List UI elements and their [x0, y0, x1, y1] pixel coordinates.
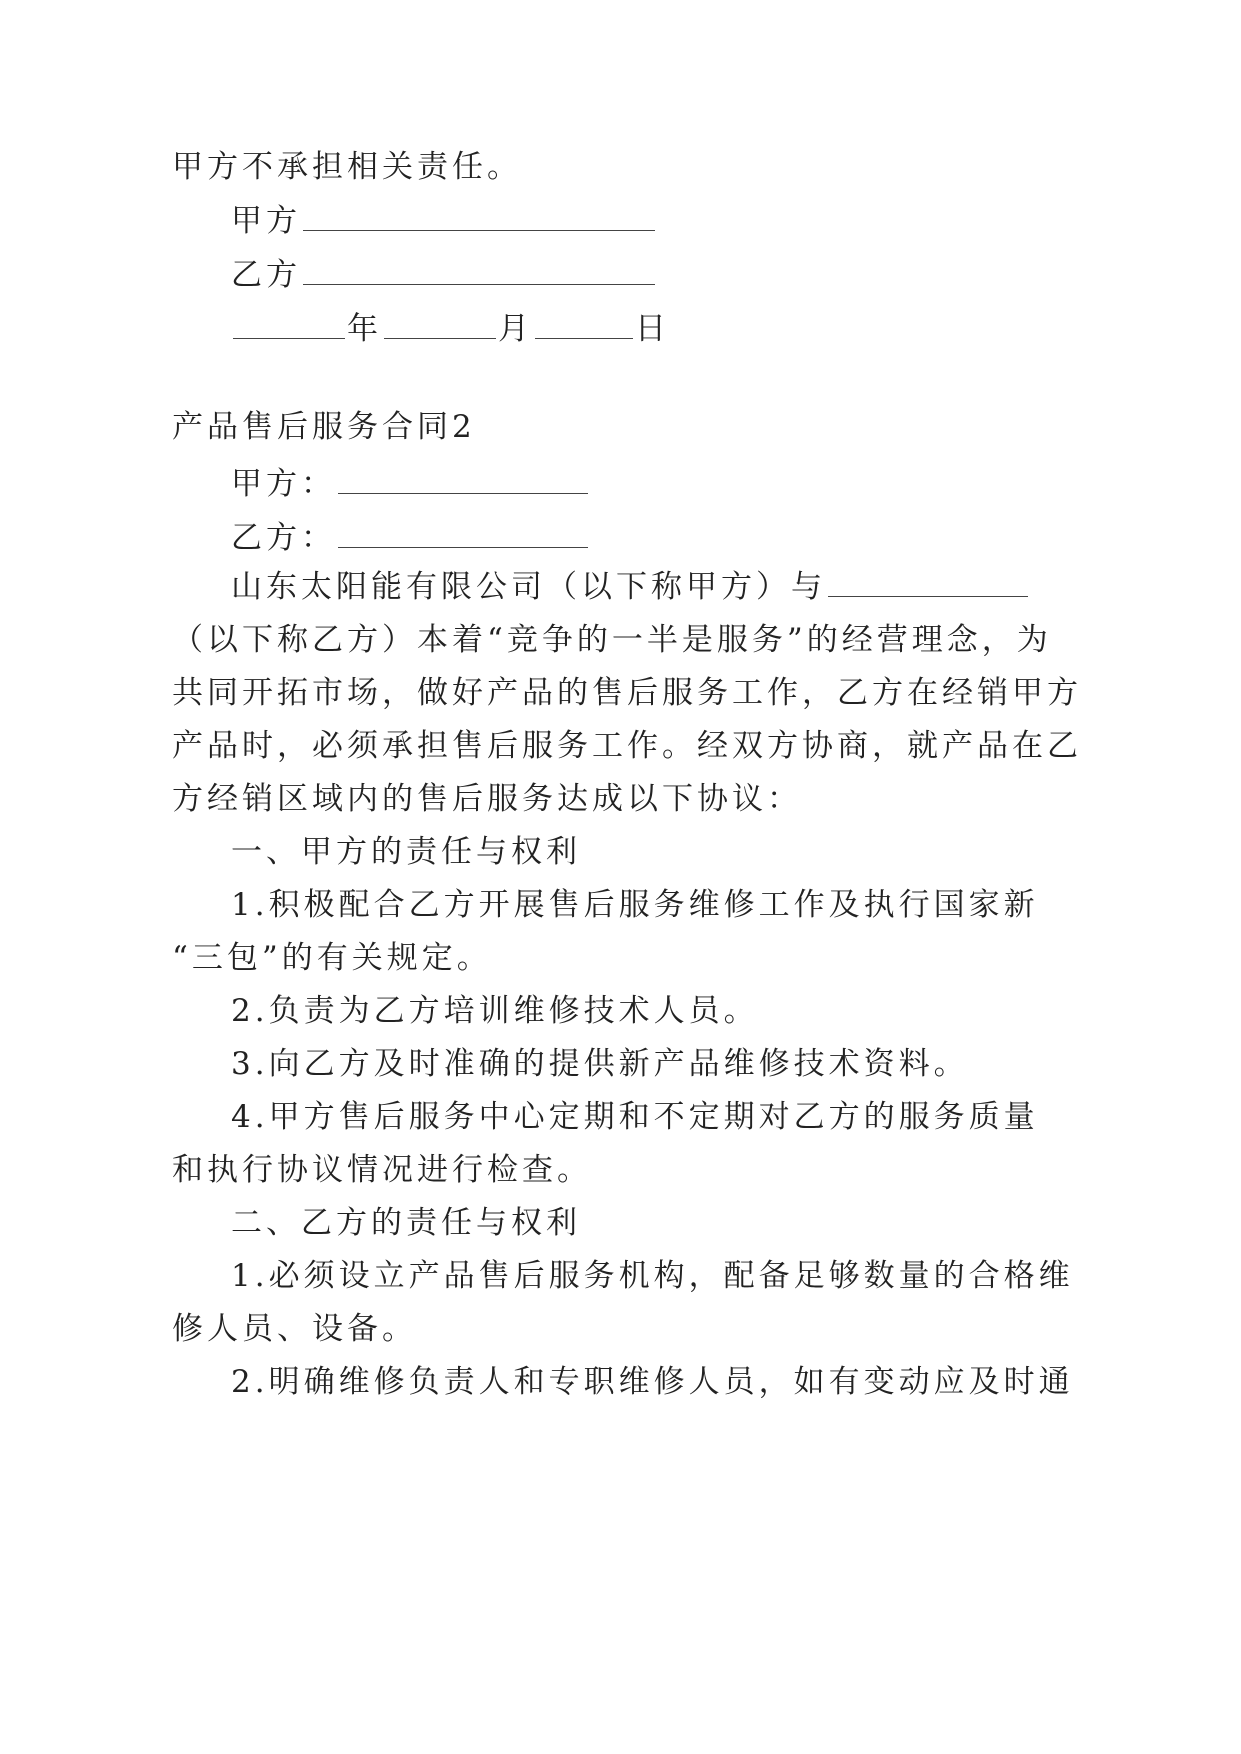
- paragraph-line: （以下称乙方）本着“竞争的一半是服务”的经营理念，为: [172, 622, 1052, 658]
- paragraph-line: 2.负责为乙方培训维修技术人员。: [231, 993, 759, 1029]
- paragraph-line: 3.向乙方及时准确的提供新产品维修技术资料。: [231, 1046, 969, 1082]
- text: 山东太阳能有限公司（以下称甲方）与: [231, 569, 826, 605]
- section-heading: 一、甲方的责任与权利: [231, 834, 581, 870]
- label: 甲方: [231, 203, 301, 239]
- blank-field: [233, 310, 345, 339]
- blank-field: [384, 310, 496, 339]
- signature-line-party-a: [231, 201, 657, 241]
- paragraph-line: [231, 567, 1030, 607]
- label: 乙方: [231, 257, 301, 293]
- paragraph-line: 产品时，必须承担售后服务工作。经双方协商，就产品在乙: [172, 728, 1082, 764]
- blank-field: [828, 568, 1028, 597]
- text-line: 甲方不承担相关责任。: [172, 149, 522, 185]
- section-heading: 二、乙方的责任与权利: [231, 1205, 581, 1241]
- blank-field: [338, 519, 588, 548]
- date-line: [231, 309, 670, 349]
- party-b-line: [231, 518, 590, 558]
- paragraph-line: 1.积极配合乙方开展售后服务维修工作及执行国家新: [231, 887, 1039, 923]
- paragraph-line: 4.甲方售后服务中心定期和不定期对乙方的服务质量: [231, 1099, 1039, 1135]
- paragraph-line: 共同开拓市场，做好产品的售后服务工作，乙方在经销甲方: [172, 675, 1082, 711]
- year-label: 年: [347, 311, 382, 347]
- day-label: 日: [635, 311, 670, 347]
- blank-field: [303, 256, 655, 285]
- paragraph-line: 1.必须设立产品售后服务机构，配备足够数量的合格维: [231, 1258, 1074, 1294]
- label: 乙方：: [231, 520, 336, 556]
- paragraph-line: “三包”的有关规定。: [172, 940, 492, 976]
- blank-field: [303, 202, 655, 231]
- paragraph-line: 2.明确维修负责人和专职维修人员，如有变动应及时通: [231, 1364, 1074, 1400]
- paragraph-line: 方经销区域内的售后服务达成以下协议：: [172, 781, 802, 817]
- paragraph-line: 和执行协议情况进行检查。: [172, 1152, 592, 1188]
- blank-field: [338, 465, 588, 494]
- label: 甲方：: [231, 466, 336, 502]
- document-title: 产品售后服务合同2: [172, 409, 476, 445]
- month-label: 月: [498, 311, 533, 347]
- signature-line-party-b: [231, 255, 657, 295]
- party-a-line: [231, 464, 590, 504]
- paragraph-line: 修人员、设备。: [172, 1311, 417, 1347]
- blank-field: [535, 310, 633, 339]
